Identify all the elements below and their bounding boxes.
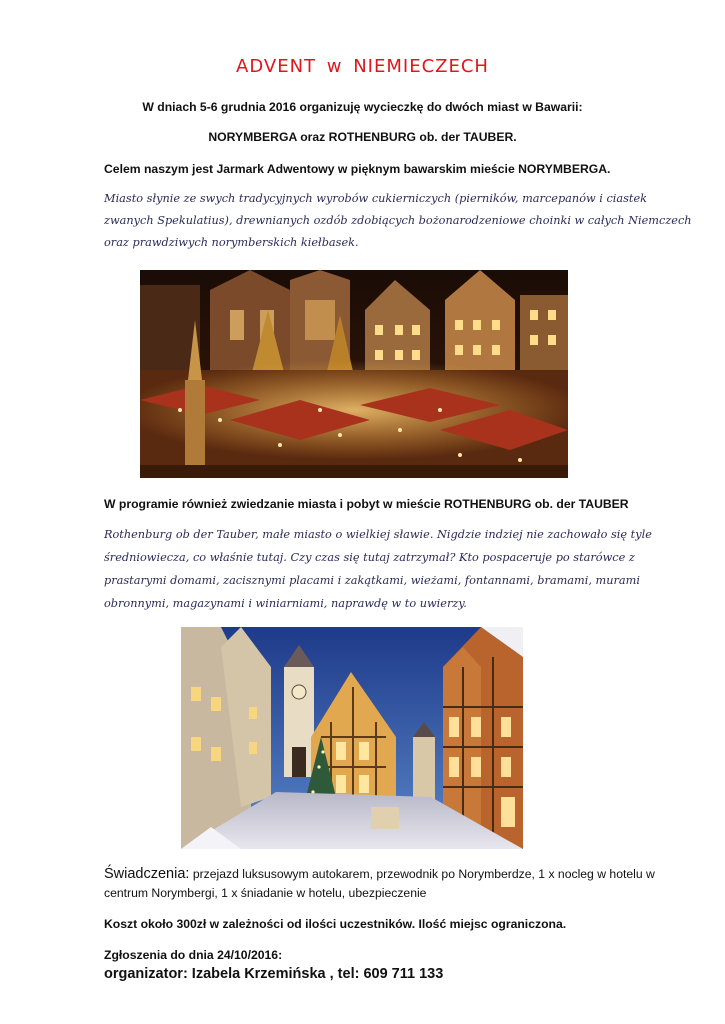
- intro-line: W dniach 5-6 grudnia 2016 organizuję wycieczkę do dwóch miast w Bawarii:: [142, 100, 583, 114]
- organizer-line: organizator: Izabela Krzemińska , tel: 609 711 133: [104, 966, 444, 982]
- nuremberg-description: [104, 192, 692, 258]
- nuremberg-heading: Celem naszym jest Jarmark Adwentowy w pięknym bawarskim mieście NORYMBERGA.: [104, 162, 611, 176]
- services-line-1: [104, 866, 655, 882]
- description-line: Rothenburg ob der Tauber, małe miasto o wielkiej sławie. Nigdzie indziej nie zachowało się tyle: [104, 528, 652, 541]
- description-line: średniowiecza, co właśnie tutaj. Czy czas się tutaj zatrzymał? Kto pospaceruje po starówce z: [104, 551, 635, 564]
- services-text: przejazd luksusowym autokarem, przewodnik po Norymberdze, 1 x nocleg w hotelu w: [189, 867, 655, 881]
- rothenburg-heading: W programie również zwiedzanie miasta i pobyt w mieście ROTHENBURG ob. der TAUBER: [104, 497, 629, 511]
- description-line: Miasto słynie ze swych tradycyjnych wyrobów cukierniczych (pierników, marcepanów i ciastek: [104, 192, 648, 205]
- rothenburg-description: [104, 528, 664, 620]
- description-line: oraz prawdziwych norymberskich kiełbasek.: [104, 236, 359, 249]
- description-line: obronnymi, magazynami i winiarniami, naprawdę w to uwierzy.: [104, 597, 467, 610]
- description-line: zwanych Spekulatius), drewnianych ozdób zdobiących bożonarodzeniowe choinki w całych Niemczech: [104, 214, 692, 227]
- page-title: ADVENT w NIEMIECZECH: [236, 56, 489, 77]
- services-label: Świadczenia:: [104, 866, 190, 882]
- rothenburg-street-photo: [181, 627, 523, 849]
- cities-line: NORYMBERGA oraz ROTHENBURG ob. der TAUBER.: [208, 130, 517, 144]
- cost-line: Koszt około 300zł w zależności od ilości uczestników. Ilość miejsc ograniczona.: [104, 917, 567, 931]
- deadline-line: Zgłoszenia do dnia 24/10/2016:: [104, 948, 283, 962]
- christmas-market-photo: [140, 270, 568, 478]
- description-line: prastarymi domami, zacisznymi placami i zakątkami, wieżami, fontannami, bramami, murami: [104, 574, 640, 587]
- services-line-2: centrum Norymbergi, 1 x śniadanie w hotelu, ubezpieczenie: [104, 886, 427, 900]
